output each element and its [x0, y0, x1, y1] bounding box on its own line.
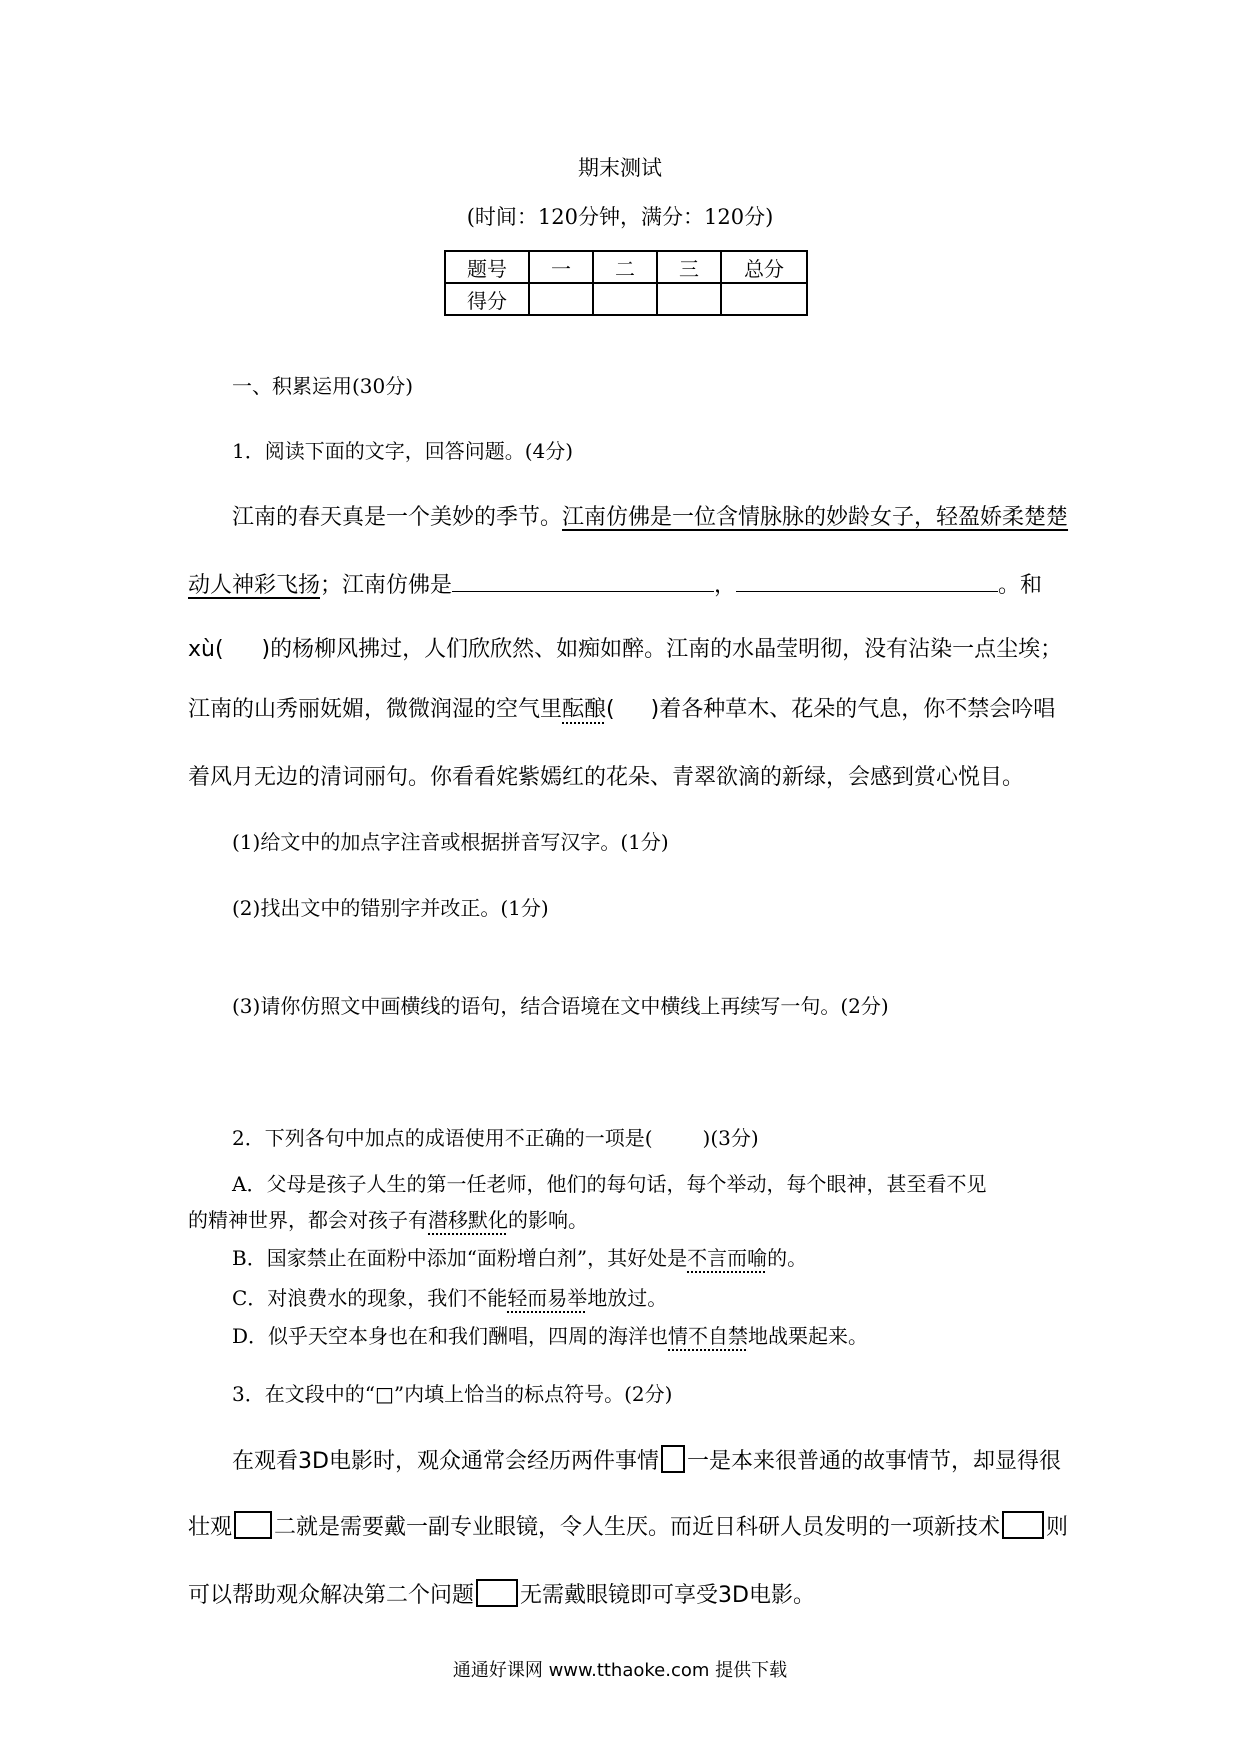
passage-line — [188, 632, 1062, 663]
passage-text: 无需戴眼镜即可享受3D电影。 — [520, 1583, 815, 1608]
score-cell — [721, 283, 807, 315]
passage-text: 则 — [1046, 1515, 1069, 1540]
option-text: C．对浪费水的现象，我们不能 — [232, 1286, 508, 1310]
punctuation-box[interactable] — [476, 1579, 518, 1607]
table-cell: 题号 — [445, 251, 529, 283]
passage-line — [188, 1510, 1068, 1541]
question-3-prompt: 3．在文段中的“□”内填上恰当的标点符号。(2分) — [232, 1382, 673, 1406]
table-cell: 三 — [657, 251, 721, 283]
page-title: 期末测试 — [578, 156, 662, 180]
option-d — [232, 1320, 868, 1349]
passage-text: ( — [606, 697, 615, 722]
passage-line — [188, 692, 1055, 723]
table-row — [445, 283, 807, 315]
passage-line — [232, 500, 1068, 531]
pinyin-prompt: xù( — [188, 637, 224, 662]
section-heading: 一、积累运用(30分) — [232, 374, 414, 398]
option-text: 的。 — [767, 1246, 808, 1270]
passage-line — [188, 568, 1042, 599]
exam-info: (时间：120分钟，满分：120分) — [466, 205, 774, 229]
passage-text: 在观看3D电影时，观众通常会经历两件事情 — [232, 1449, 659, 1474]
score-cell — [657, 283, 721, 315]
dotted-idiom: 情不自禁 — [668, 1324, 749, 1348]
punctuation-box[interactable] — [1002, 1511, 1044, 1539]
dotted-idiom: 潜移默化 — [428, 1208, 508, 1232]
passage-text: )的杨柳风拂过，人们欣欣然、如痴如醉。江南的水晶莹明彻，没有沾染一点尘埃； — [261, 637, 1063, 662]
passage-text: 可以帮助观众解决第二个问题 — [188, 1583, 475, 1608]
table-cell: 一 — [529, 251, 593, 283]
question-text: 2．下列各句中加点的成语使用不正确的一项是( — [232, 1126, 653, 1150]
option-c — [232, 1282, 667, 1311]
passage-text: 一是本来很普通的故事情节，却显得很 — [686, 1449, 1061, 1474]
score-cell — [593, 283, 657, 315]
passage-text: 江南的春天真是一个美妙的季节。 — [232, 505, 563, 530]
dotted-idiom: 不言而喻 — [687, 1246, 768, 1270]
punctuation-box[interactable] — [234, 1511, 272, 1539]
subquestion: (1)给文中的加点字注音或根据拼音写汉字。(1分) — [232, 830, 669, 854]
score-table — [444, 250, 808, 316]
underlined-sentence: 动人神彩飞扬 — [188, 573, 321, 598]
passage-text: 壮观 — [188, 1515, 233, 1540]
question-2-prompt — [232, 1122, 759, 1151]
passage-text: ；江南仿佛是 — [320, 573, 453, 598]
dotted-idiom: 轻而易举 — [507, 1286, 588, 1310]
option-text: 地战栗起来。 — [748, 1324, 869, 1348]
answer-blank[interactable] — [452, 573, 714, 592]
option-text: 地放过。 — [587, 1286, 668, 1310]
score-cell — [529, 283, 593, 315]
option-text: D．似乎天空本身也在和我们酬唱，四周的海洋也 — [232, 1324, 669, 1348]
option-a-continued — [188, 1204, 588, 1233]
table-row — [445, 251, 807, 283]
passage-line — [188, 1578, 815, 1609]
answer-blank[interactable] — [736, 573, 998, 592]
subquestion: (3)请你仿照文中画横线的语句，结合语境在文中横线上再续写一句。(2分) — [232, 994, 889, 1018]
option-text: B．国家禁止在面粉中添加“面粉增白剂”，其好处是 — [232, 1246, 688, 1270]
passage-text: 二就是需要戴一副专业眼镜，令人生厌。而近日科研人员发明的一项新技术 — [274, 1515, 1001, 1540]
subquestion: (2)找出文中的错别字并改正。(1分) — [232, 896, 549, 920]
passage-text: )着各种草木、花朵的气息，你不禁会吟唱 — [650, 697, 1056, 722]
option-a: A．父母是孩子人生的第一任老师，他们的每句话，每个举动，每个眼神，甚至看不见 — [232, 1172, 987, 1196]
option-text: 的精神世界，都会对孩子有 — [188, 1208, 428, 1232]
passage-text: ， — [714, 573, 737, 598]
dotted-word: 酝酿 — [562, 697, 607, 722]
question-1-prompt: 1．阅读下面的文字，回答问题。(4分) — [232, 439, 574, 463]
passage-line — [232, 1444, 1061, 1475]
question-text: )(3分) — [702, 1126, 759, 1150]
table-cell: 二 — [593, 251, 657, 283]
passage-line: 着风月无边的清词丽句。你看看姹紫嫣红的花朵、青翠欲滴的新绿，会感到赏心悦目。 — [188, 765, 1025, 790]
passage-text: 。和 — [998, 573, 1043, 598]
passage-text: 江南的山秀丽妩媚，微微润湿的空气里 — [188, 697, 563, 722]
underlined-sentence: 江南仿佛是一位含情脉脉的妙龄女子，轻盈娇柔楚楚 — [562, 505, 1069, 530]
table-cell: 总分 — [721, 251, 807, 283]
option-b — [232, 1242, 807, 1271]
table-cell: 得分 — [445, 283, 529, 315]
option-text: 的影响。 — [508, 1208, 588, 1232]
punctuation-box[interactable] — [661, 1445, 685, 1473]
footer-watermark: 通通好课网 www.tthaoke.com 提供下载 — [452, 1660, 788, 1681]
